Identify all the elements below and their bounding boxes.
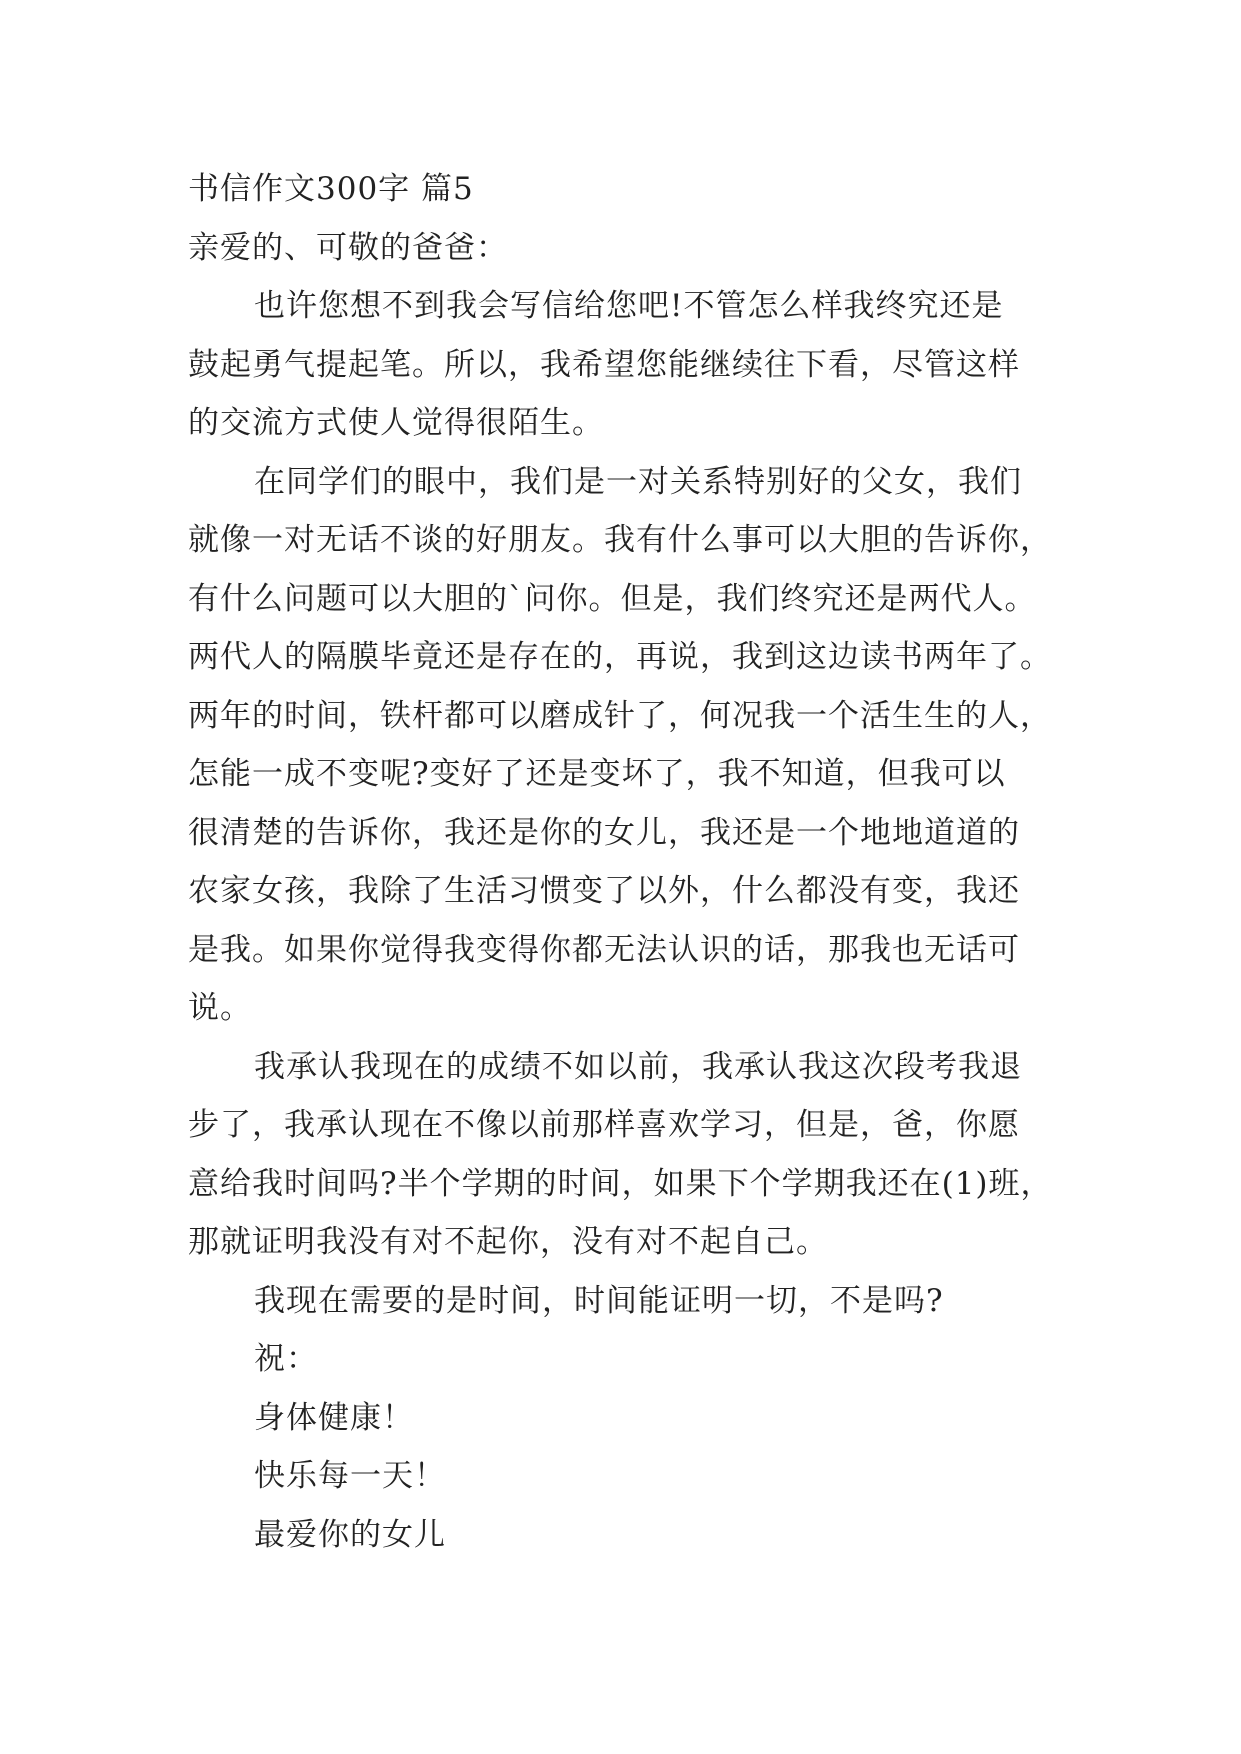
paragraph-line: 步了，我承认现在不像以前那样喜欢学习，但是，爸，你愿	[188, 1107, 1020, 1143]
paragraph-line: 我承认我现在的成绩不如以前，我承认我这次段考我退	[254, 1048, 1022, 1085]
paragraph-line: 那就证明我没有对不起你，没有对不起自己。	[188, 1224, 828, 1260]
letter-body	[188, 160, 1088, 1564]
paragraph-3	[188, 1038, 1088, 1272]
paragraph-line: 两代人的隔膜毕竟还是存在的，再说，我到这边读书两年了。	[188, 639, 1052, 675]
paragraph-1	[188, 277, 1088, 453]
closing-line: 快乐每一天！	[254, 1458, 446, 1494]
paragraph-line: 意给我时间吗?半个学期的时间，如果下个学期我还在(1)班，	[188, 1165, 1053, 1202]
closing-line: 身体健康！	[254, 1399, 414, 1436]
paragraph-line: 是我。如果你觉得我变得你都无法认识的话，那我也无话可	[188, 931, 1020, 968]
closing-wish: 祝：	[254, 1341, 318, 1377]
paragraph-2	[188, 453, 1088, 1038]
closing-line: 我现在需要的是时间，时间能证明一切，不是吗?	[254, 1282, 944, 1319]
paragraph-line: 也许您想不到我会写信给您吧!不管怎么样我终究还是	[254, 288, 1004, 324]
paragraph-line: 的交流方式使人觉得很陌生。	[188, 405, 604, 441]
letter-greeting: 亲爱的、可敬的爸爸：	[188, 229, 508, 266]
signature: 最爱你的女儿	[254, 1516, 446, 1553]
paragraph-line: 农家女孩，我除了生活习惯变了以外，什么都没有变，我还	[188, 873, 1020, 909]
paragraph-line: 就像一对无话不谈的好朋友。我有什么事可以大胆的告诉你，	[188, 522, 1052, 558]
paragraph-line: 有什么问题可以大胆的`问你。但是，我们终究还是两代人。	[188, 580, 1037, 617]
paragraph-line: 说。	[188, 990, 252, 1026]
paragraph-line: 两年的时间，铁杆都可以磨成针了，何况我一个活生生的人，	[188, 697, 1052, 734]
letter-closing	[188, 1272, 1088, 1565]
document-title: 书信作文300字 篇5	[188, 171, 474, 207]
paragraph-line: 在同学们的眼中，我们是一对关系特别好的父女，我们	[254, 463, 1022, 500]
paragraph-line: 鼓起勇气提起笔。所以，我希望您能继续往下看，尽管这样	[188, 346, 1020, 383]
paragraph-line: 很清楚的告诉你，我还是你的女儿，我还是一个地地道道的	[188, 814, 1020, 851]
paragraph-line: 怎能一成不变呢?变好了还是变坏了，我不知道，但我可以	[188, 756, 1006, 792]
